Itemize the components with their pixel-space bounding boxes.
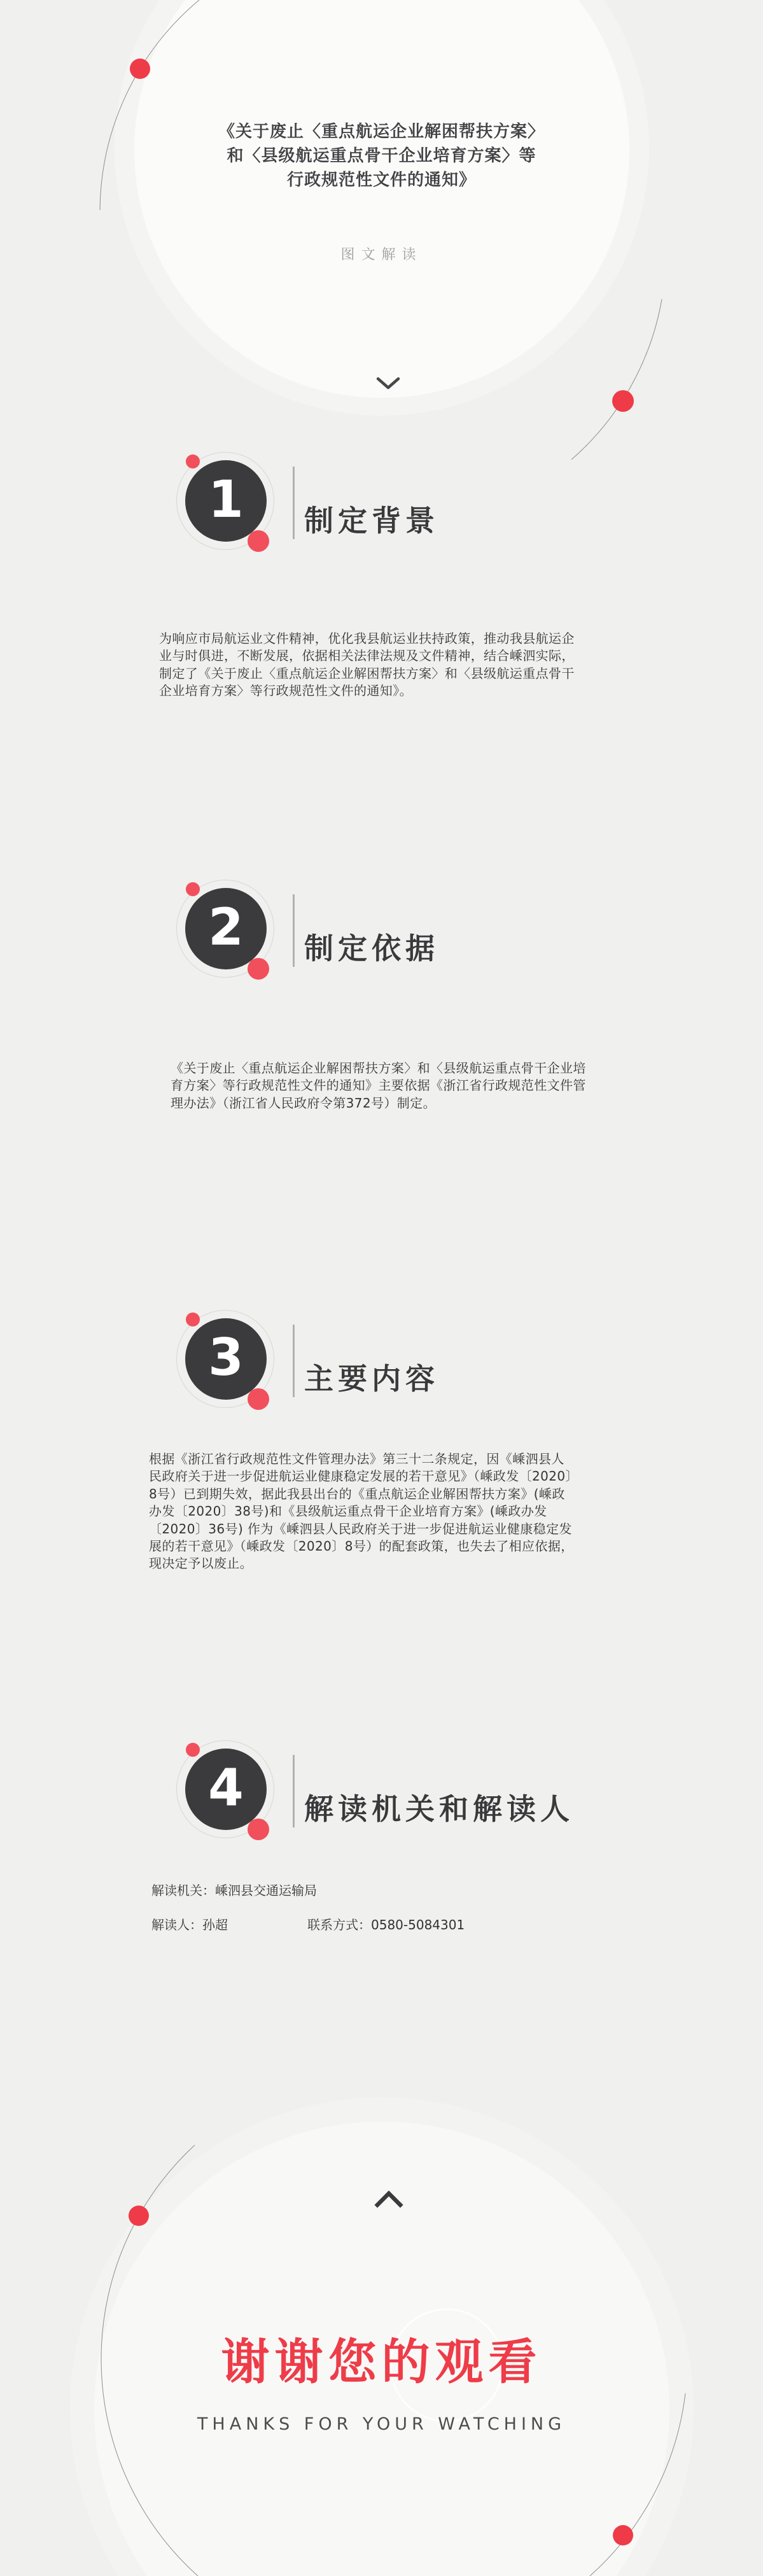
badge-circle	[185, 888, 267, 969]
title-divider	[293, 467, 295, 539]
text-line: 企业培育方案〉等行政规范性文件的通知》。	[159, 683, 412, 699]
badge-number: 1	[208, 470, 244, 529]
red-dot-decor	[248, 1388, 269, 1410]
section-paragraph	[149, 1451, 578, 1573]
text-line: 展的若干意见》（嵊政发〔2020〕8号）的配套政策，也失去了相应依据，	[149, 1538, 574, 1554]
badge-circle	[185, 460, 267, 542]
red-dot-decor	[129, 2206, 149, 2226]
section-title: 解读机关和解读人	[304, 1792, 574, 1826]
text-line: 民政府关于进一步促进航运业健康稳定发展的若干意见》（嵊政发〔2020〕	[149, 1468, 578, 1484]
text-line: 育方案〉等行政规范性文件的通知》主要依据《浙江省行政规范性文件管	[171, 1078, 586, 1094]
red-dot-decor	[248, 958, 269, 980]
red-dot-decor	[248, 1819, 269, 1840]
red-dot-decor	[186, 454, 200, 468]
section-paragraph	[171, 1060, 586, 1112]
red-dot-decor	[130, 59, 150, 79]
text-line: 和〈县级航运重点骨干企业培育方案〉等	[227, 146, 536, 165]
text-line: 《关于废止〈重点航运企业解困帮扶方案〉	[218, 122, 545, 141]
text-line: 制定了《关于废止〈重点航运企业解困帮扶方案〉和〈县级航运重点骨干	[159, 665, 575, 681]
text-line: 〔2020〕36号) 作为《嵊泗县人民政府关于进一步促进航运业健康稳定发	[149, 1521, 572, 1537]
chevron-down-icon	[375, 376, 401, 394]
title-divider	[293, 1755, 295, 1827]
thanks-subtitle: THANKS FOR YOUR WATCHING	[197, 2414, 566, 2434]
text-line: 8号）已到期失效，据此我县出台的《重点航运企业解困帮扶方案》(嵊政	[149, 1486, 565, 1502]
red-dot-decor	[612, 390, 634, 412]
text-line: 行政规范性文件的通知》	[286, 171, 476, 190]
text-line: 办发〔2020〕38号)和《县级航运重点骨干企业培育方案》(嵊政办发	[149, 1503, 547, 1519]
text-line: 为响应市局航运业文件精神，优化我县航运业扶持政策，推动我县航运企	[159, 631, 575, 646]
text-line: 现决定予以废止。	[149, 1556, 253, 1572]
badge-circle	[185, 1318, 267, 1400]
red-dot-decor	[186, 1743, 200, 1757]
text-line: 理办法》（浙江省人民政府令第372号）制定。	[171, 1095, 436, 1111]
badge-circle	[185, 1749, 267, 1830]
text-line: 《关于废止〈重点航运企业解困帮扶方案〉和〈县级航运重点骨干企业培	[171, 1060, 586, 1076]
section-title: 制定背景	[304, 503, 439, 538]
badge-number: 4	[208, 1758, 244, 1817]
contact-number: 联系方式：0580-5084301	[307, 1917, 465, 1932]
interpreting-agency: 解读机关：嵊泗县交通运输局	[151, 1883, 317, 1898]
section-title: 制定依据	[304, 931, 439, 966]
badge-number: 2	[208, 897, 244, 957]
thanks-title: 谢谢您的观看	[221, 2333, 542, 2390]
chevron-up-icon	[374, 2190, 403, 2211]
section-title: 主要内容	[304, 1362, 439, 1396]
red-dot-decor	[248, 530, 269, 552]
red-dot-decor	[186, 1313, 200, 1327]
page-title	[0, 120, 763, 192]
page-subtitle: 图文解读	[340, 247, 423, 263]
interpreter-name: 解读人：孙超	[151, 1917, 228, 1932]
badge-number: 3	[208, 1328, 244, 1387]
red-dot-decor	[186, 882, 200, 896]
text-line: 根据《浙江省行政规范性文件管理办法》第三十二条规定，因《嵊泗县人	[149, 1451, 564, 1467]
red-dot-decor	[613, 2525, 633, 2545]
title-divider	[293, 894, 295, 967]
title-divider	[293, 1325, 295, 1397]
text-line: 业与时俱进，不断发展，依据相关法律法规及文件精神，结合嵊泗实际，	[159, 648, 575, 664]
section-paragraph	[159, 630, 575, 700]
